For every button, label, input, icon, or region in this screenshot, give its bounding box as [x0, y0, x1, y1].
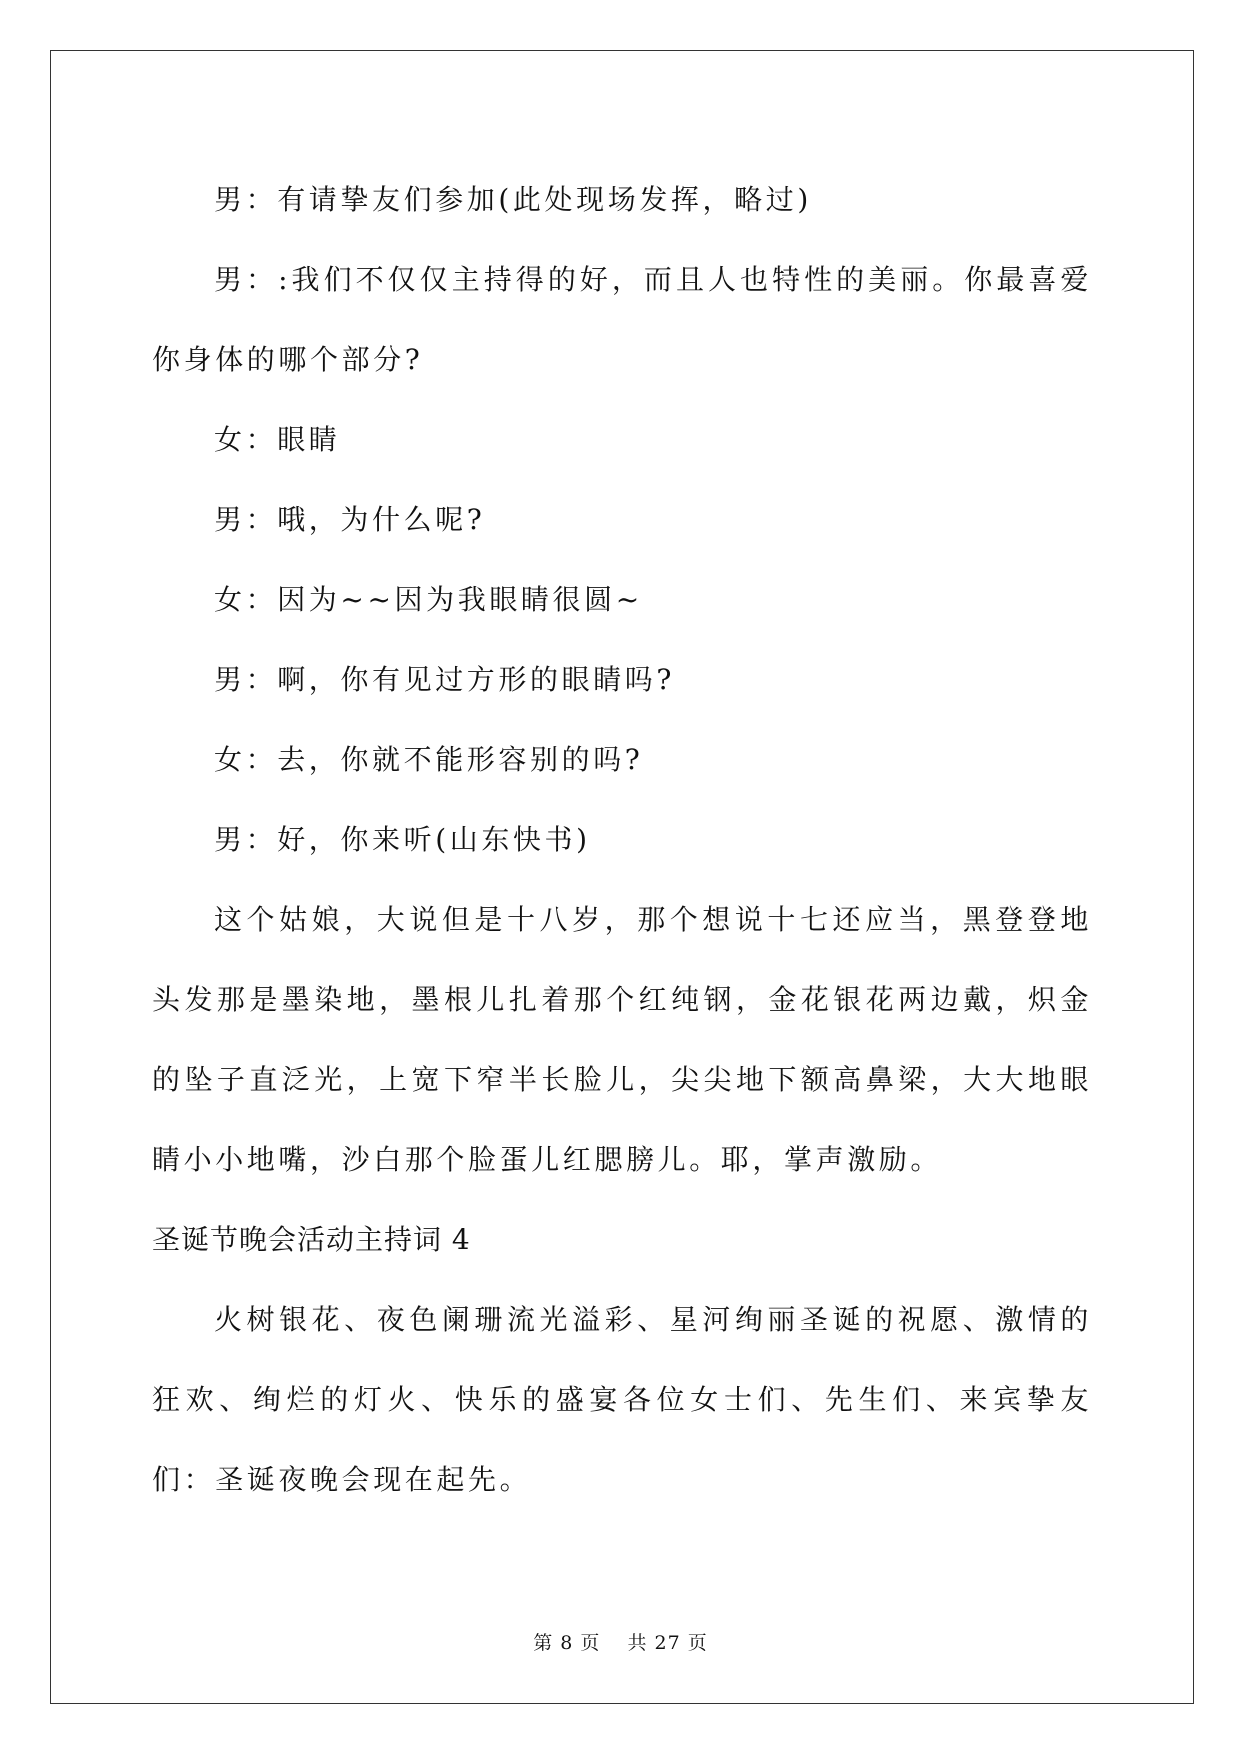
section-heading: 圣诞节晚会活动主持词 4: [152, 1223, 471, 1256]
paragraph: 男：:我们不仅仅主持得的好，而且人也特性的美丽。你最喜爱你身体的哪个部分?: [152, 263, 1092, 376]
paragraph: 男：好，你来听(山东快书): [214, 823, 591, 856]
document-body: [152, 160, 1092, 1520]
page-total: 共 27 页: [627, 1632, 708, 1654]
paragraph: 男：啊，你有见过方形的眼睛吗?: [214, 663, 676, 696]
page-footer: [0, 1628, 1241, 1655]
paragraph: 这个姑娘，大说但是十八岁，那个想说十七还应当，黑登登地头发那是墨染地，墨根儿扎着那个红纯钢，金花银花两边戴，炽金的坠子直泛光，上宽下窄半长脸儿，尖尖地下额高鼻梁，大大地眼睛小小地嘴，沙白那个脸蛋儿红腮膀儿。耶，掌声激励。: [152, 903, 1092, 1176]
page-number: 第 8 页: [533, 1632, 601, 1654]
paragraph: 女：去，你就不能形容别的吗?: [214, 743, 644, 776]
paragraph: 女：眼睛: [214, 423, 341, 456]
paragraph: 男：哦，为什么呢?: [214, 503, 486, 536]
paragraph: 女：因为~~因为我眼睛很圆~: [214, 583, 643, 616]
paragraph: 男：有请挚友们参加(此处现场发挥，略过): [214, 183, 812, 216]
paragraph: 火树银花、夜色阑珊流光溢彩、星河绚丽圣诞的祝愿、激情的狂欢、绚烂的灯火、快乐的盛宴各位女士们、先生们、来宾挚友们：圣诞夜晚会现在起先。: [152, 1303, 1092, 1496]
